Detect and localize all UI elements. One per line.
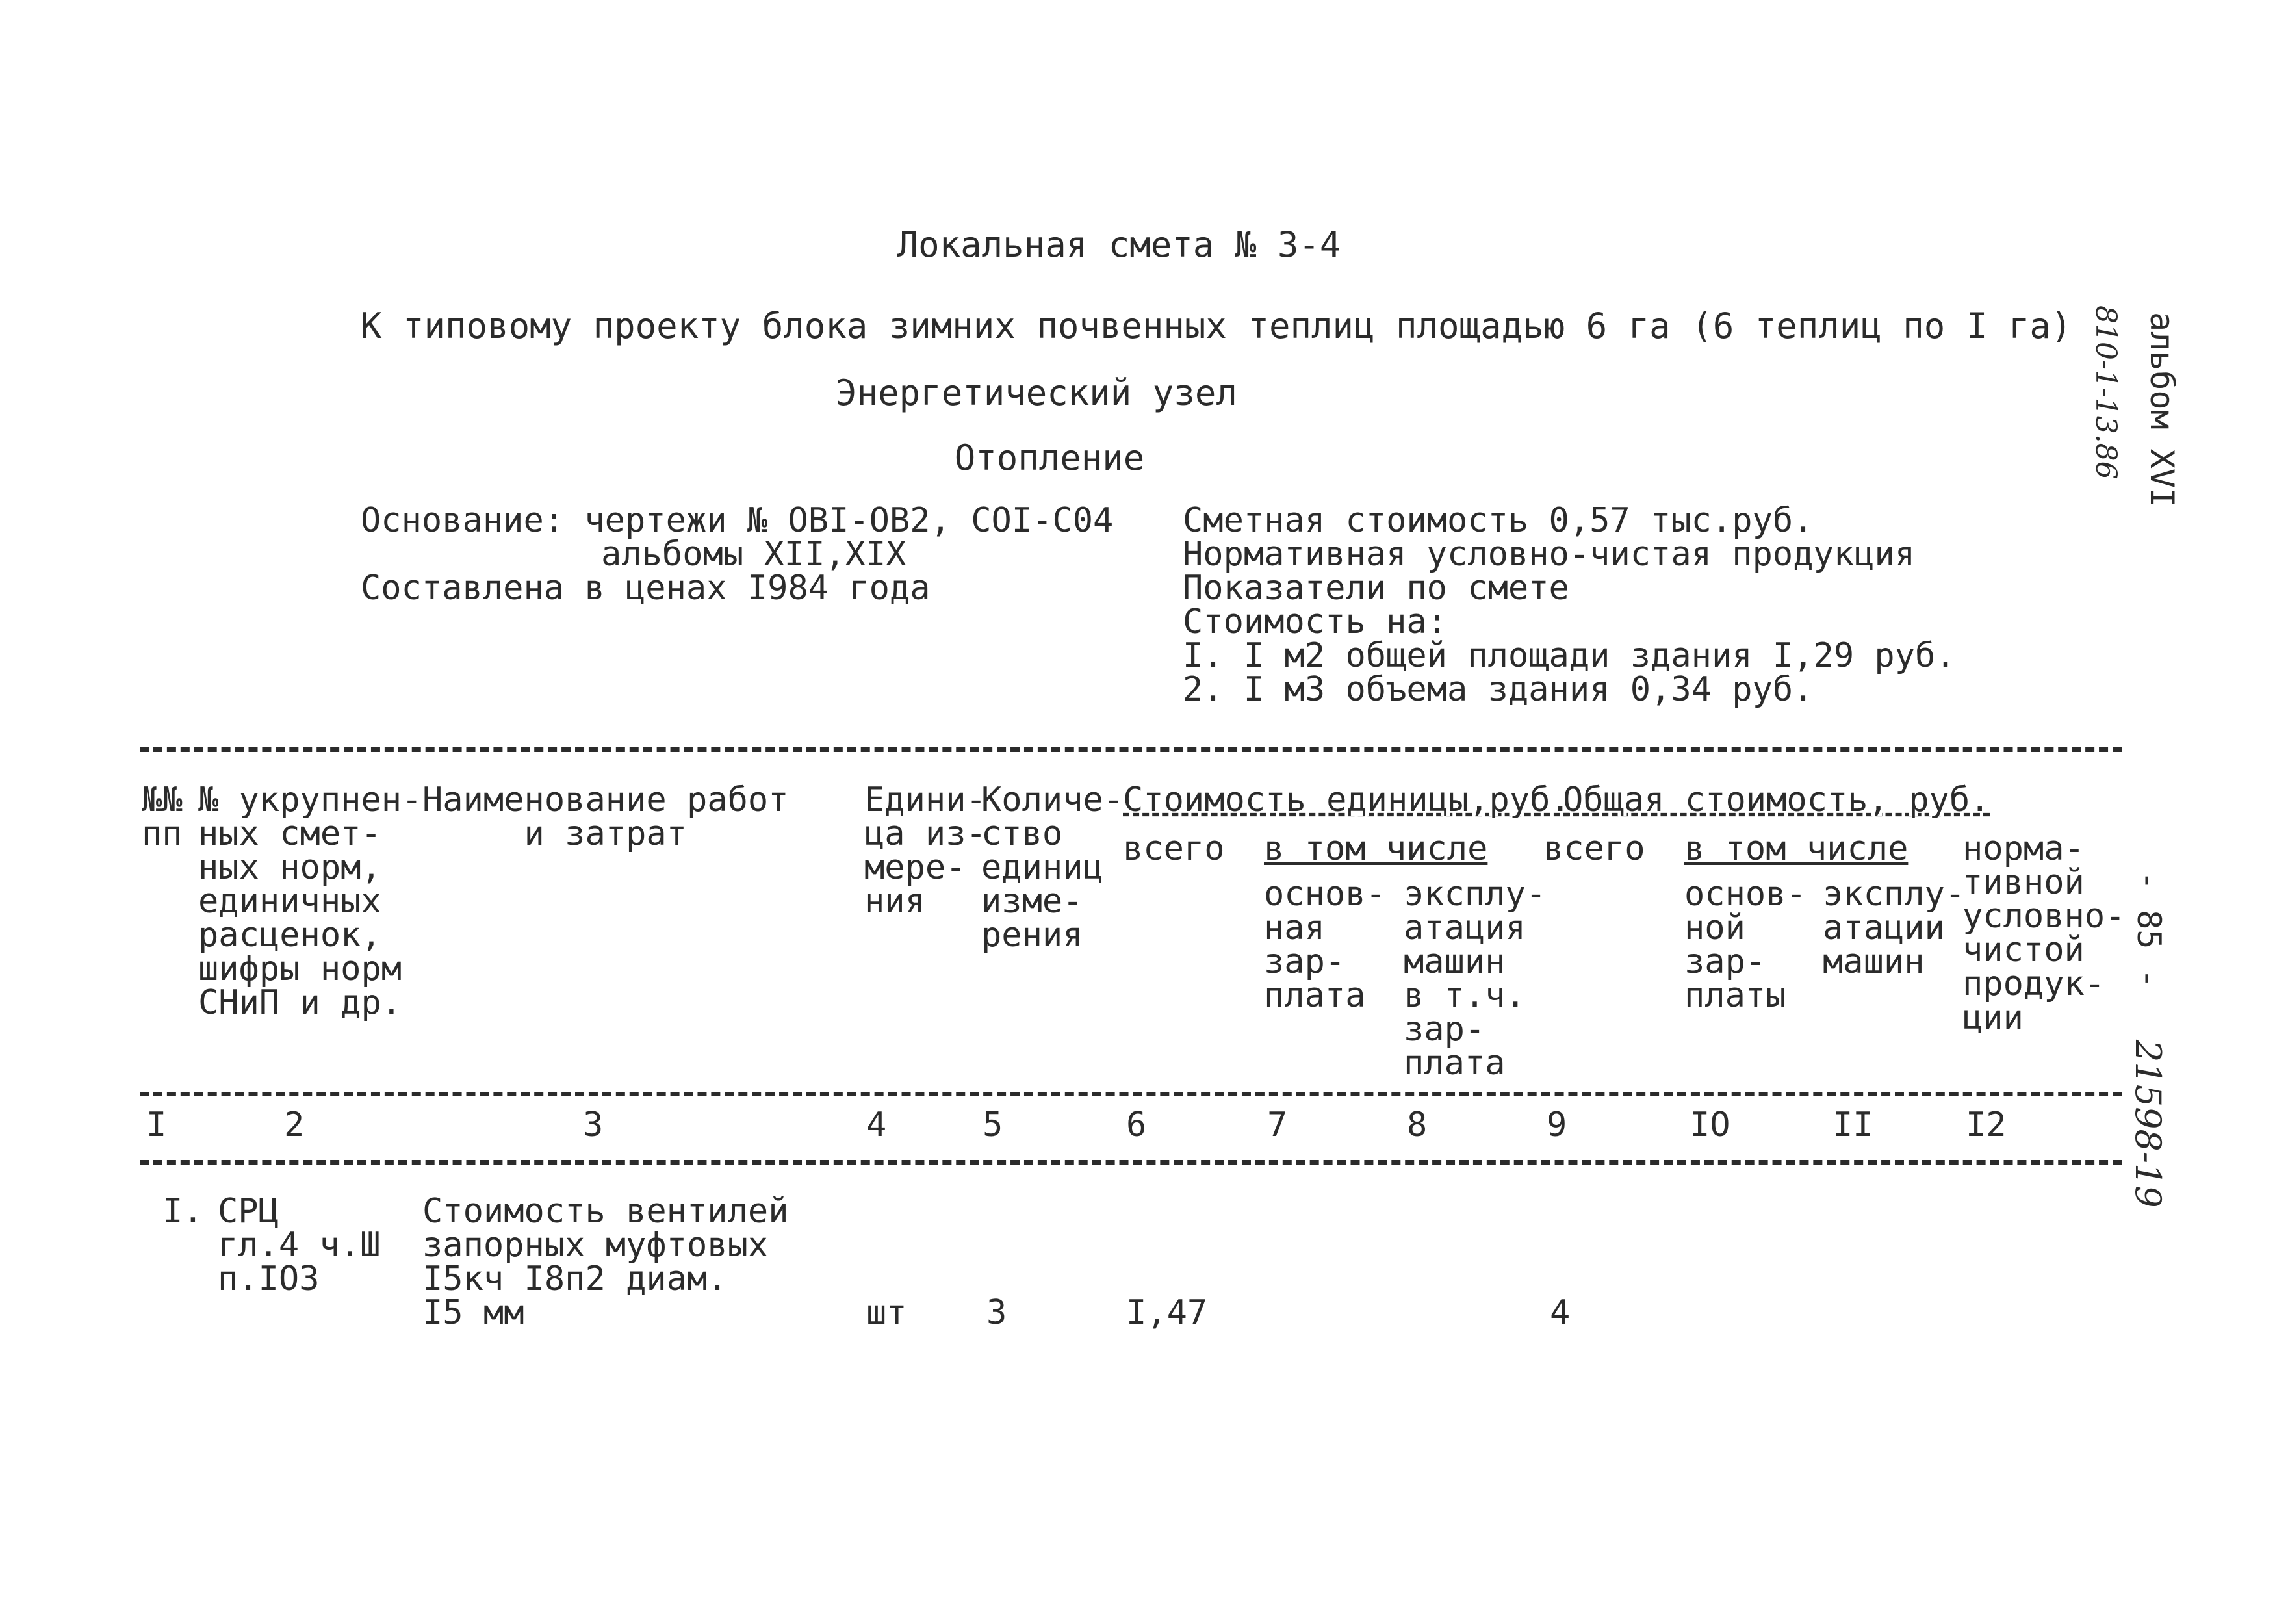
column-number-12: I2	[1966, 1105, 2007, 1144]
album-stamp: альбом XVI	[2143, 312, 2181, 508]
page-number: - 85 -	[2130, 871, 2168, 988]
header-overall-including: в том числе	[1684, 829, 1909, 868]
column-number-1: I	[146, 1105, 167, 1144]
estimated-cost: Сметная стоимость 0,57 тыс.руб.	[1183, 501, 1814, 540]
header-unit-cost-group: Стоимость единицы,руб.	[1123, 780, 1571, 819]
section-title: Энергетический узел	[836, 372, 1237, 413]
subsection-title: Отопление	[954, 437, 1145, 478]
header-normative-production: норма- тивной условно- чистой продук- ции	[1962, 829, 2126, 1037]
row-overall-total: 4	[1550, 1293, 1571, 1332]
column-number-6: 6	[1126, 1105, 1147, 1144]
project-number-handwritten: 810-1-13.86	[2089, 305, 2122, 480]
column-number-9: 9	[1547, 1105, 1567, 1144]
column-number-10: IO	[1690, 1105, 1730, 1144]
row-number: I.	[162, 1192, 203, 1231]
table-top-rule	[140, 747, 2122, 752]
project-subtitle: К типовому проекту блока зимних почвенных теплиц площадью 6 га (6 теплиц по I га)	[361, 305, 2072, 346]
cost-per-heading: Стоимость на:	[1183, 602, 1447, 641]
column-number-3: 3	[583, 1105, 604, 1144]
header-unit-wages: основ- ная зар- плата	[1264, 875, 1386, 1015]
document-number-handwritten: 21598-19	[2127, 1040, 2168, 1208]
header-unit: Едини- ца из- мере- ния	[864, 780, 986, 921]
normative-production: Нормативная условно-чистая продукция	[1183, 535, 1916, 574]
indicators-heading: Показатели по смете	[1183, 569, 1569, 608]
column-number-7: 7	[1267, 1105, 1288, 1144]
column-number-8: 8	[1407, 1105, 1428, 1144]
header-unit-machines: эксплу- атация машин в т.ч. зар- плата	[1404, 875, 1547, 1083]
header-work-name: Наименование работ и затрат	[422, 780, 789, 853]
basis-albums: альбомы XII,XIX	[601, 535, 906, 574]
cost-per-m3: 2. I м3 объема здания 0,34 руб.	[1183, 670, 1814, 709]
column-number-5: 5	[983, 1105, 1003, 1144]
header-norm-code: № укрупнен- ных смет- ных норм, единичных расценок, шифры норм СНиП и др.	[198, 780, 422, 1022]
row-work-name: Стоимость вентилей запорных муфтовых I5кч I8п2 диам. I5 мм	[422, 1192, 789, 1332]
header-overall-machines: эксплу- атации машин	[1823, 875, 1966, 981]
header-bottom-rule	[140, 1092, 2122, 1096]
header-unit-including: в том числе	[1264, 829, 1488, 868]
header-row-number: №№ пп	[142, 780, 183, 853]
header-overall-wages: основ- ной зар- платы	[1684, 875, 1806, 1015]
header-quantity: Количе- ство единиц изме- рения	[981, 780, 1124, 955]
row-norm-code: СРЦ гл.4 ч.Ш п.IO3	[218, 1192, 381, 1298]
column-numbers-rule	[140, 1160, 2122, 1165]
document-title: Локальная смета № 3-4	[897, 224, 1341, 265]
row-quantity: 3	[986, 1293, 1007, 1332]
column-number-4: 4	[866, 1105, 887, 1144]
column-number-11: II	[1832, 1105, 1873, 1144]
basis-prices-year: Составлена в ценах I984 года	[361, 569, 931, 608]
row-unit-total: I,47	[1126, 1293, 1208, 1332]
header-overall-total: всего	[1543, 829, 1645, 868]
cost-per-m2: I. I м2 общей площади здания I,29 руб.	[1183, 636, 1956, 675]
basis-drawings: Основание: чертежи № OBI-OB2, COI-C04	[361, 501, 1114, 540]
row-unit: шт	[866, 1293, 907, 1332]
header-total-cost-group: Общая стоимость, руб.	[1563, 780, 1990, 819]
header-unit-total: всего	[1123, 829, 1225, 868]
column-number-2: 2	[284, 1105, 305, 1144]
